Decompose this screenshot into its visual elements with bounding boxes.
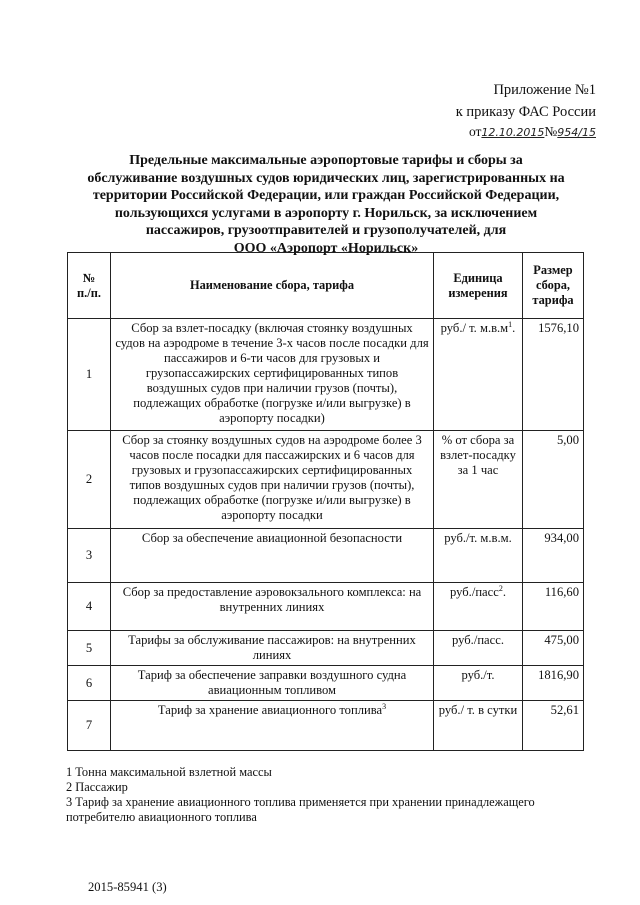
row-unit: % от сбора за взлет-посадку за 1 час [434, 431, 523, 529]
row-value: 5,00 [523, 431, 584, 529]
row-num: 7 [68, 701, 111, 751]
row-num: 1 [68, 319, 111, 431]
document-title [66, 152, 586, 258]
footnote: 2 Пассажир [66, 780, 128, 794]
title-line: территории Российской Федерации, или граждан Российской Федерации, [92, 188, 560, 204]
order-number: 954/15 [557, 126, 596, 139]
header-name: Наименование сбора, тарифа [111, 253, 434, 319]
row-name: Сбор за предоставление аэровокзального комплекса: на внутренних линиях [111, 583, 434, 631]
row-value: 934,00 [523, 529, 584, 583]
tariff-table [67, 252, 584, 751]
table-row [68, 701, 584, 751]
table-row [68, 631, 584, 666]
row-unit: руб./пасс$^2$. [434, 583, 523, 631]
footnote: 1 Тонна максимальной взлетной массы [66, 765, 272, 779]
title-line: обслуживание воздушных судов юридических лиц, зарегистрированных на [87, 170, 565, 186]
row-unit: руб./ т. в сутки [434, 701, 523, 751]
row-name: Сбор за взлет-посадку (включая стоянку воздушных судов на аэродроме в течение 3-х часов после посадки для пассажиров и 6-ти часов для грузовых и грузопассажирских сертифицированных типов воздушных судов при наличии грузов (почты), подлежащих обработке (погрузке и/или выгрузке) в аэропорту посадки) [111, 319, 434, 431]
table-header-row [68, 253, 584, 319]
row-unit: руб./т. м.в.м. [434, 529, 523, 583]
table-row [68, 319, 584, 431]
document-number: 2015-85941 (3) [88, 880, 167, 894]
table-row [68, 666, 584, 701]
order-prefix: от [468, 124, 482, 139]
footnotes [66, 765, 586, 825]
title-line: пользующихся услугами в аэропорту г. Норильск, за исключением [114, 205, 538, 221]
row-name: Сбор за стоянку воздушных судов на аэродроме более 3 часов после посадки для пассажирских и 6 часов для грузовых и грузопассажирских сертифицированных типов воздушных судов при наличии грузов (почты), подлежащих обработке (погрузке и/или выгрузке) в аэропорту посадки [111, 431, 434, 529]
row-unit: руб./ т. $м.в.м^1$. [434, 319, 523, 431]
row-name: Сбор за обеспечение авиационной безопасности [111, 529, 434, 583]
title-line: пассажиров, грузоотправителей и грузополучателей, для [145, 223, 507, 239]
table-row [68, 529, 584, 583]
row-num: 6 [68, 666, 111, 701]
row-value: 52,61 [523, 701, 584, 751]
title-line: ООО «Аэропорт «Норильск» [233, 240, 419, 256]
row-name: Тариф за хранение авиационного топлива$^3$ [111, 701, 434, 751]
footnote: 3 Тариф за хранение авиационного топлива применяется при хранении принадлежащего потребителю авиационного топлива [66, 795, 535, 824]
row-num: 2 [68, 431, 111, 529]
appendix-label: Приложение №1 [493, 82, 596, 98]
row-value: 116,60 [523, 583, 584, 631]
row-value: 1576,10 [523, 319, 584, 431]
row-unit: руб./пасс. [434, 631, 523, 666]
order-reference: к приказу ФАС России [455, 104, 596, 120]
table-row [68, 583, 584, 631]
row-num: 3 [68, 529, 111, 583]
order-date: 12.10.2015 [481, 126, 545, 139]
row-unit: руб./т. [434, 666, 523, 701]
header-num: № п./п. [68, 253, 111, 319]
row-num: 5 [68, 631, 111, 666]
row-value: 1816,90 [523, 666, 584, 701]
row-num: 4 [68, 583, 111, 631]
row-value: 475,00 [523, 631, 584, 666]
order-date-number [469, 124, 596, 140]
row-name: Тарифы за обслуживание пассажиров: на внутренних линиях [111, 631, 434, 666]
header-unit: Единица измерения [434, 253, 523, 319]
order-no-label: № [544, 124, 558, 139]
row-name: Тариф за обеспечение заправки воздушного судна авиационным топливом [111, 666, 434, 701]
header-value: Размер сбора, тарифа [523, 253, 584, 319]
table-row [68, 431, 584, 529]
title-line: Предельные максимальные аэропортовые тарифы и сборы за [129, 153, 523, 168]
